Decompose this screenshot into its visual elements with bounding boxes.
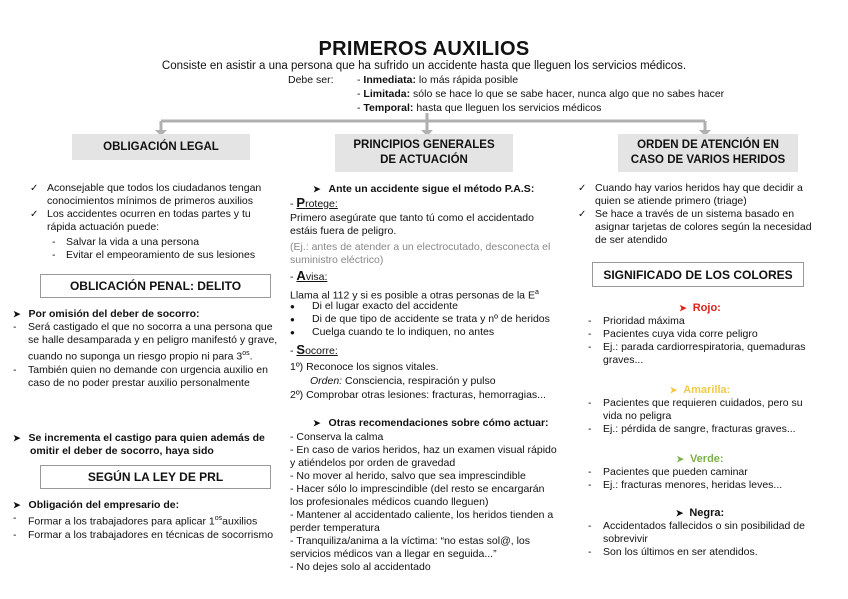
protege-text: Primero asegúrate que tanto tú como el accidentado estáis fuera de peligro.: [290, 212, 534, 237]
page-title: PRIMEROS AUXILIOS: [318, 38, 530, 60]
principios-title-line-2: DE ACTUACIÓN: [380, 154, 468, 166]
omision-list: [13, 321, 278, 390]
quality-inmediata: - Inmediata: lo más rápida posible: [357, 74, 519, 86]
rojo-heading: ➤ Rojo:: [679, 302, 721, 314]
socorre-orden: Orden: Consciencia, respiración y pulso: [310, 375, 496, 387]
obligacion-legal-box: OBLIGACIÓN LEGAL: [72, 134, 250, 160]
amarilla-heading: ➤ Amarilla:: [669, 384, 731, 396]
quality-limitada: - Limitada: sólo se hace lo que se sabe hacer, nunca algo que no sabes hacer: [357, 88, 725, 100]
list-item: - Formar a los trabajadores en técnicas de socorrismo: [13, 529, 278, 542]
list-item: ● Di de que tipo de accidente se trata y nº de heridos: [290, 313, 558, 326]
list-item: - Tranquiliza/anima a la víctima: “no estas sol@, los servicios médicos van a llegar en seguida...”: [290, 535, 531, 560]
principios-title-line-1: PRINCIPIOS GENERALES: [353, 139, 495, 151]
amarilla-list: [588, 397, 820, 436]
list-item: ✓ Los accidentes ocurren en todas partes y tu rápida actuación puede:: [30, 208, 278, 234]
pas-heading: ➤ Ante un accidente sigue el método P.A.S:: [313, 183, 534, 196]
list-item: - Ej.: fracturas menores, heridas leves...: [588, 479, 820, 492]
list-item: - En caso de varios heridos, haz un examen visual rápido y atiéndelos por orden de gravedad: [290, 444, 557, 469]
list-item: - Ej.: pérdida de sangre, fracturas graves...: [588, 423, 820, 436]
list-item: - Mantener al accidentado caliente, los heridos tienden a perder temperatura: [290, 509, 554, 534]
avisa-list: [290, 300, 558, 339]
list-item: ● Di el lugar exacto del accidente: [290, 300, 558, 313]
protege-label: - Protege:: [290, 195, 338, 210]
list-item: ✓ Aconsejable que todos los ciudadanos tengan conocimientos mínimos de primeros auxilios: [30, 182, 278, 208]
page-subtitle: Consiste en asistir a una persona que ha sufrido un accidente hasta que lleguen los servicios médicos.: [161, 60, 687, 72]
debe-ser-label: Debe ser:: [288, 74, 334, 86]
incrementa-heading: ➤ Se incrementa el castigo para quien además de omitir el deber de socorro, haya sido: [13, 432, 265, 457]
orden-atencion-box: [618, 134, 798, 172]
orden-title-line-1: ORDEN DE ATENCIÓN EN: [637, 139, 779, 151]
protege-example: (Ej.: antes de atender a un electrocutado, desconecta el suministro eléctrico): [290, 241, 551, 266]
empresario-list: [13, 512, 278, 542]
rojo-list: [588, 315, 820, 367]
negra-heading: ➤ Negra:: [675, 507, 725, 519]
left-check-list: [30, 182, 278, 234]
list-item: - Ej.: parada cardiorrespiratoria, quemaduras graves...: [588, 341, 820, 367]
orden-title-line-2: CASO DE VARIOS HERIDOS: [630, 154, 786, 166]
socorre-step-2: 2º) Comprobar otras lesiones: fracturas, hemorragias...: [290, 389, 546, 401]
colores-box: SIGNIFICADO DE LOS COLORES: [592, 262, 804, 287]
list-item: - No dejes solo al accidentado: [290, 561, 431, 573]
list-item: - Formar a los trabajadores para aplicar $1^{os}auxilios$: [13, 512, 278, 529]
list-item: ✓ Cuando hay varios heridos hay que decidir a quien se atiende primero (triage): [578, 182, 814, 208]
list-item: - Hacer sólo lo imprescindible (del resto se encargarán los profesionales médicos cuando lleguen): [290, 483, 545, 508]
socorre-step-1: 1º) Reconoce los signos vitales.: [290, 361, 439, 373]
empresario-heading: ➤ Obligación del empresario de:: [13, 499, 179, 512]
avisa-label: - Avisa:: [290, 268, 328, 283]
otras-heading: ➤ Otras recomendaciones sobre cómo actuar:: [313, 417, 549, 430]
list-item: - Accidentados fallecidos o sin posibilidad de sobrevivir: [588, 520, 820, 546]
list-item: - Salvar la vida a una persona: [47, 236, 277, 249]
list-item: - Evitar el empeoramiento de sus lesiones: [47, 249, 277, 262]
list-item: - Son los últimos en ser atendidos.: [588, 546, 820, 559]
list-item: - Prioridad máxima: [588, 315, 820, 328]
prl-box: SEGÚN LA LEY DE PRL: [40, 465, 271, 489]
omision-heading: ➤ Por omisión del deber de socorro:: [13, 308, 200, 321]
list-item: - También quien no demande con urgencia auxilio en caso de no poder prestar auxilio personalmente: [13, 364, 278, 390]
list-item: - Será castigado el que no socorra a una persona que se halle desamparada y en peligro manifestó y grave, cuando no suponga un riesgo propio ni para $3^{os}$.: [13, 321, 278, 364]
negra-list: [588, 520, 820, 559]
list-item: ● Cuelga cuando te lo indiquen, no antes: [290, 326, 558, 339]
quality-temporal: - Temporal: hasta que lleguen los servicios médicos: [357, 102, 602, 114]
list-item: ✓ Se hace a través de un sistema basado en asignar tarjetas de colores según la necesidad de ser atendido: [578, 208, 814, 247]
verde-heading: ➤ Verde:: [676, 453, 724, 465]
avisa-text: Llama al 112 y si es posible a otras personas de la $E^a$: [290, 289, 539, 302]
list-item: - Conserva la calma: [290, 431, 384, 443]
principios-box: [335, 134, 513, 172]
list-item: - Pacientes que requieren cuidados, pero su vida no peligra: [588, 397, 820, 423]
verde-list: [588, 466, 820, 492]
penal-box: OBLICACIÓN PENAL: DELITO: [40, 274, 271, 298]
list-item: - Pacientes que pueden caminar: [588, 466, 820, 479]
list-item: - No mover al herido, salvo que sea imprescindible: [290, 470, 526, 482]
socorre-label: - Socorre:: [290, 342, 338, 357]
left-sub-list: [47, 236, 277, 262]
otras-list: [290, 431, 558, 574]
list-item: - Pacientes cuya vida corre peligro: [588, 328, 820, 341]
right-check-list: [578, 182, 814, 247]
